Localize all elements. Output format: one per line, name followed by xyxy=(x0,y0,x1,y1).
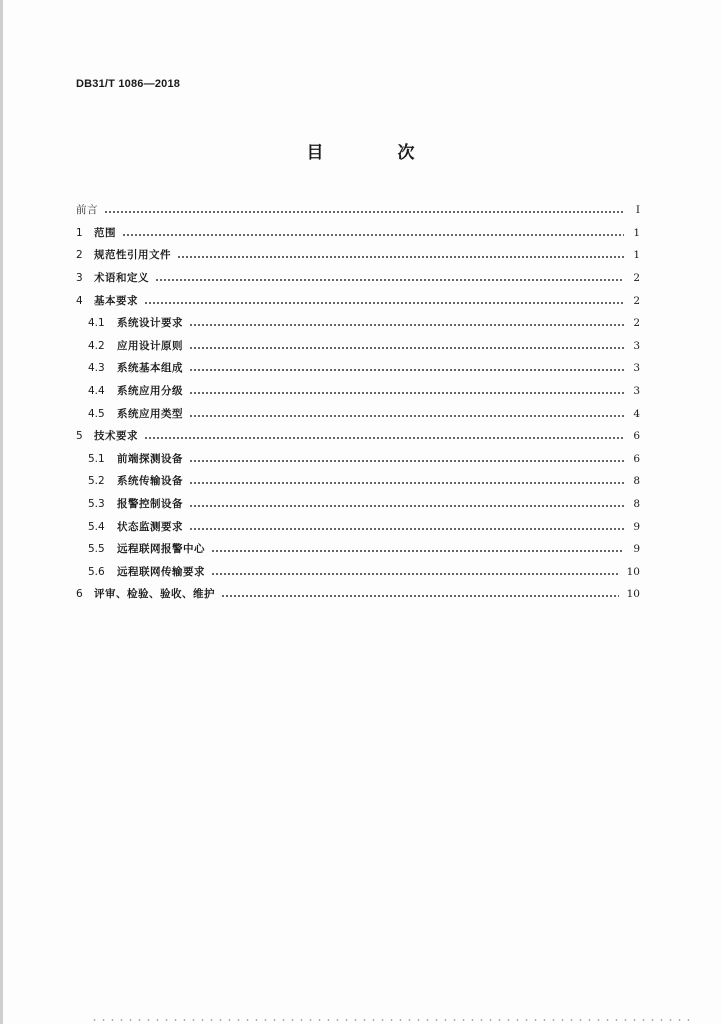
toc-entry-title: 范围 xyxy=(94,226,116,239)
toc-entry[interactable] xyxy=(76,583,640,606)
toc-entry[interactable] xyxy=(76,402,640,425)
toc-entry-number: 5.1 xyxy=(88,452,105,465)
toc-entry-number: 5.5 xyxy=(88,543,105,556)
toc-leader-dots xyxy=(155,279,624,281)
toc-leader-dots xyxy=(189,369,624,371)
toc-entry-page: 2 xyxy=(633,294,640,307)
toc-leader-dots xyxy=(189,392,624,394)
toc-entry-page: 8 xyxy=(633,475,640,488)
toc-entry-page: 9 xyxy=(633,543,640,556)
toc-title: 目 次 xyxy=(306,143,449,163)
toc-entry-number: 5.2 xyxy=(88,475,105,488)
toc-entry-page: 9 xyxy=(633,520,640,533)
toc-entry-title: 系统应用类型 xyxy=(117,407,183,420)
toc-entry-number: 5 xyxy=(76,430,83,443)
toc-entry[interactable] xyxy=(76,267,640,290)
toc-entry-page: 1 xyxy=(633,226,640,239)
toc-leader-dots xyxy=(189,482,624,484)
toc-leader-dots xyxy=(144,437,624,439)
toc-entry-number: 1 xyxy=(76,226,83,239)
toc-leader-dots xyxy=(189,460,624,462)
toc-entry-title: 应用设计原则 xyxy=(117,339,183,352)
toc-entry-number: 4 xyxy=(76,294,83,307)
toc-entry[interactable] xyxy=(76,470,640,493)
toc-entry-page: 8 xyxy=(633,498,640,511)
toc-entry-page: 6 xyxy=(633,452,640,465)
toc-entry-page: 6 xyxy=(633,430,640,443)
toc-entry[interactable] xyxy=(76,538,640,561)
toc-leader-dots xyxy=(221,595,619,597)
toc-leader-dots xyxy=(189,505,624,507)
toc-leader-dots xyxy=(189,324,624,326)
toc-entry-page: 2 xyxy=(633,317,640,330)
toc-entry-number: 2 xyxy=(76,249,83,262)
toc-entry-page: 2 xyxy=(633,272,640,285)
toc-entry-page: I xyxy=(635,204,640,217)
scan-artifact xyxy=(90,1018,690,1022)
toc-leader-dots xyxy=(144,302,624,304)
toc-entry-number: 4.4 xyxy=(88,385,105,398)
toc-entry-title: 前言 xyxy=(76,204,98,217)
toc-entry-title: 系统设计要求 xyxy=(117,317,183,330)
toc-leader-dots xyxy=(189,347,624,349)
toc-leader-dots xyxy=(189,528,624,530)
toc-entry-number: 5.4 xyxy=(88,520,105,533)
toc-entry-number: 5.3 xyxy=(88,498,105,511)
toc-entry-number: 4.3 xyxy=(88,362,105,375)
toc-entry-title: 规范性引用文件 xyxy=(94,249,171,262)
toc-entry[interactable] xyxy=(76,244,640,267)
toc-leader-dots xyxy=(189,415,624,417)
toc-entry-number: 5.6 xyxy=(88,565,105,578)
document-code: DB31/T 1086—2018 xyxy=(76,78,181,90)
toc-entry[interactable] xyxy=(76,335,640,358)
toc-entry-title: 状态监测要求 xyxy=(117,520,183,533)
toc-entry-title: 报警控制设备 xyxy=(117,498,183,511)
toc-entry[interactable] xyxy=(76,222,640,245)
toc-entry-page: 4 xyxy=(633,407,640,420)
toc-leader-dots xyxy=(122,234,624,236)
toc-entry-page: 10 xyxy=(626,588,640,601)
toc-entry[interactable] xyxy=(76,425,640,448)
toc-entry-title: 术语和定义 xyxy=(94,272,149,285)
toc-entry[interactable] xyxy=(76,199,640,222)
toc-entry-page: 1 xyxy=(633,249,640,262)
toc-entry-title: 远程联网传输要求 xyxy=(117,565,205,578)
toc-leader-dots xyxy=(211,573,619,575)
toc-entry-page: 3 xyxy=(633,362,640,375)
toc-entry-title: 远程联网报警中心 xyxy=(117,543,205,556)
toc-leader-dots xyxy=(177,256,624,258)
toc-entry-title: 技术要求 xyxy=(94,430,138,443)
toc-leader-dots xyxy=(211,550,624,552)
toc-entry-title: 系统传输设备 xyxy=(117,475,183,488)
toc-entry-title: 系统基本组成 xyxy=(117,362,183,375)
toc-entry[interactable] xyxy=(76,515,640,538)
toc-entry-number: 3 xyxy=(76,272,83,285)
toc-entry[interactable] xyxy=(76,289,640,312)
toc-entry-number: 6 xyxy=(76,588,83,601)
toc-entry-page: 3 xyxy=(633,385,640,398)
toc-entry[interactable] xyxy=(76,380,640,403)
toc-entry-title: 系统应用分级 xyxy=(117,385,183,398)
table-of-contents xyxy=(76,199,640,606)
toc-entry-page: 10 xyxy=(626,565,640,578)
toc-entry[interactable] xyxy=(76,448,640,471)
toc-entry-title: 前端探测设备 xyxy=(117,452,183,465)
toc-leader-dots xyxy=(104,211,624,213)
toc-entry[interactable] xyxy=(76,357,640,380)
toc-entry-number: 4.5 xyxy=(88,407,105,420)
toc-entry-number: 4.1 xyxy=(88,317,105,330)
toc-entry-title: 评审、检验、验收、维护 xyxy=(94,588,215,601)
toc-entry-title: 基本要求 xyxy=(94,294,138,307)
toc-entry[interactable] xyxy=(76,312,640,335)
toc-entry-page: 3 xyxy=(633,339,640,352)
toc-entry-number: 4.2 xyxy=(88,339,105,352)
toc-entry[interactable] xyxy=(76,493,640,516)
toc-entry[interactable] xyxy=(76,561,640,584)
